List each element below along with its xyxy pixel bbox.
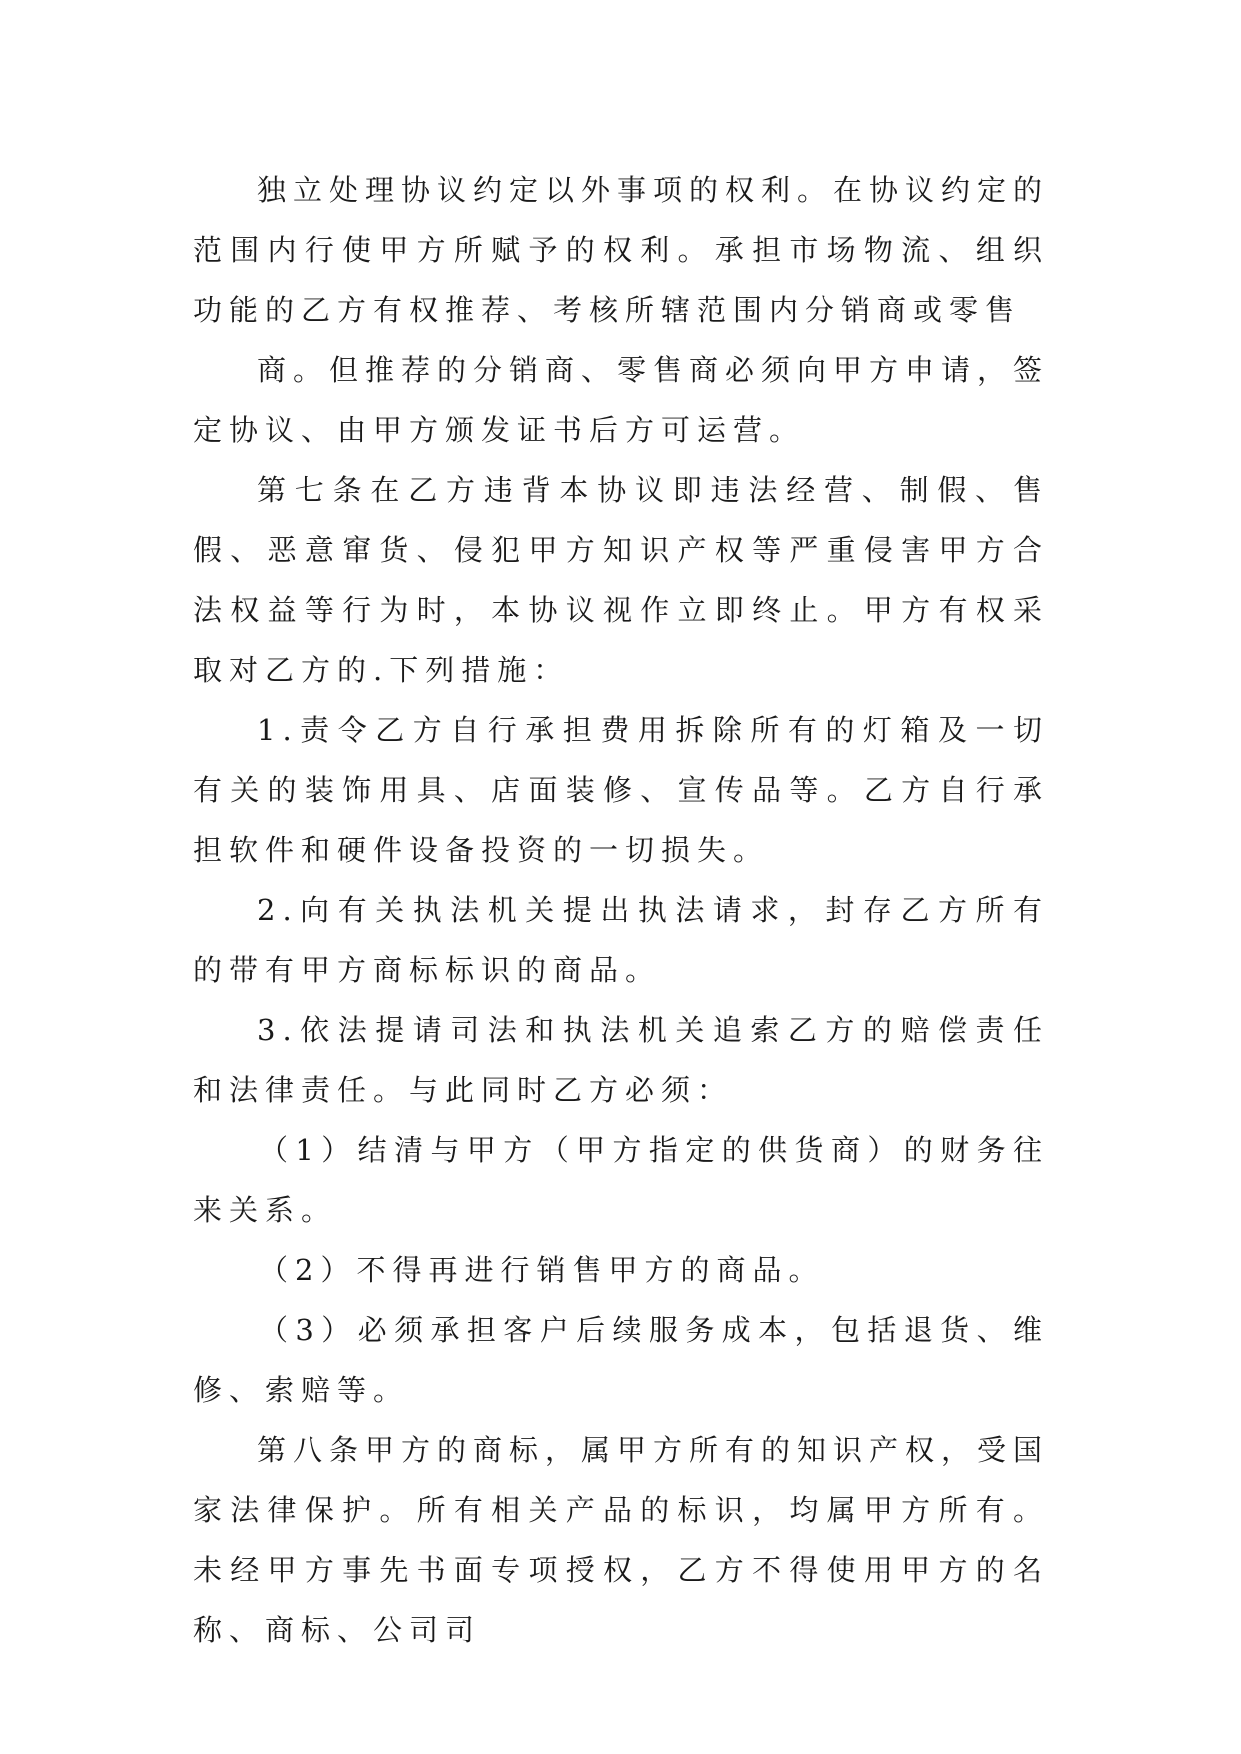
paragraph-article-7: 第七条在乙方违背本协议即违法经营、制假、售假、恶意窜货、侵犯甲方知识产权等严重侵害甲方合法权益等行为时，本协议视作立即终止。甲方有权采取对乙方的.下列措施： xyxy=(193,473,1049,687)
paragraph-item-3: （3）必须承担客户后续服务成本，包括退货、维修、索赔等。 xyxy=(193,1313,1049,1407)
paragraph-rights: 独立处理协议约定以外事项的权利。在协议约定的范围内行使甲方所赋予的权利。承担市场物流、组织功能的乙方有权推荐、考核所辖范围内分销商或零售 xyxy=(193,173,1050,327)
paragraph-measure-2: 2.向有关执法机关提出执法请求，封存乙方所有的带有甲方商标标识的商品。 xyxy=(193,893,1049,987)
document-page xyxy=(193,160,1049,1660)
paragraph-measure-1: 1.责令乙方自行承担费用拆除所有的灯箱及一切有关的装饰用具、店面装修、宣传品等。乙方自行承担软件和硬件设备投资的一切损失。 xyxy=(193,713,1049,867)
paragraph-distributor-application: 商。但推荐的分销商、零售商必须向甲方申请，签定协议、由甲方颁发证书后方可运营。 xyxy=(193,353,1050,447)
paragraph-item-1: （1）结清与甲方（甲方指定的供货商）的财务往来关系。 xyxy=(193,1133,1049,1227)
paragraph-item-2: （2）不得再进行销售甲方的商品。 xyxy=(259,1253,825,1287)
paragraph-measure-3: 3.依法提请司法和执法机关追索乙方的赔偿责任和法律责任。与此同时乙方必须： xyxy=(193,1013,1049,1107)
paragraph-article-8: 第八条甲方的商标，属甲方所有的知识产权，受国家法律保护。所有相关产品的标识，均属甲方所有。未经甲方事先书面专项授权，乙方不得使用甲方的名称、商标、公司司 xyxy=(193,1433,1050,1647)
